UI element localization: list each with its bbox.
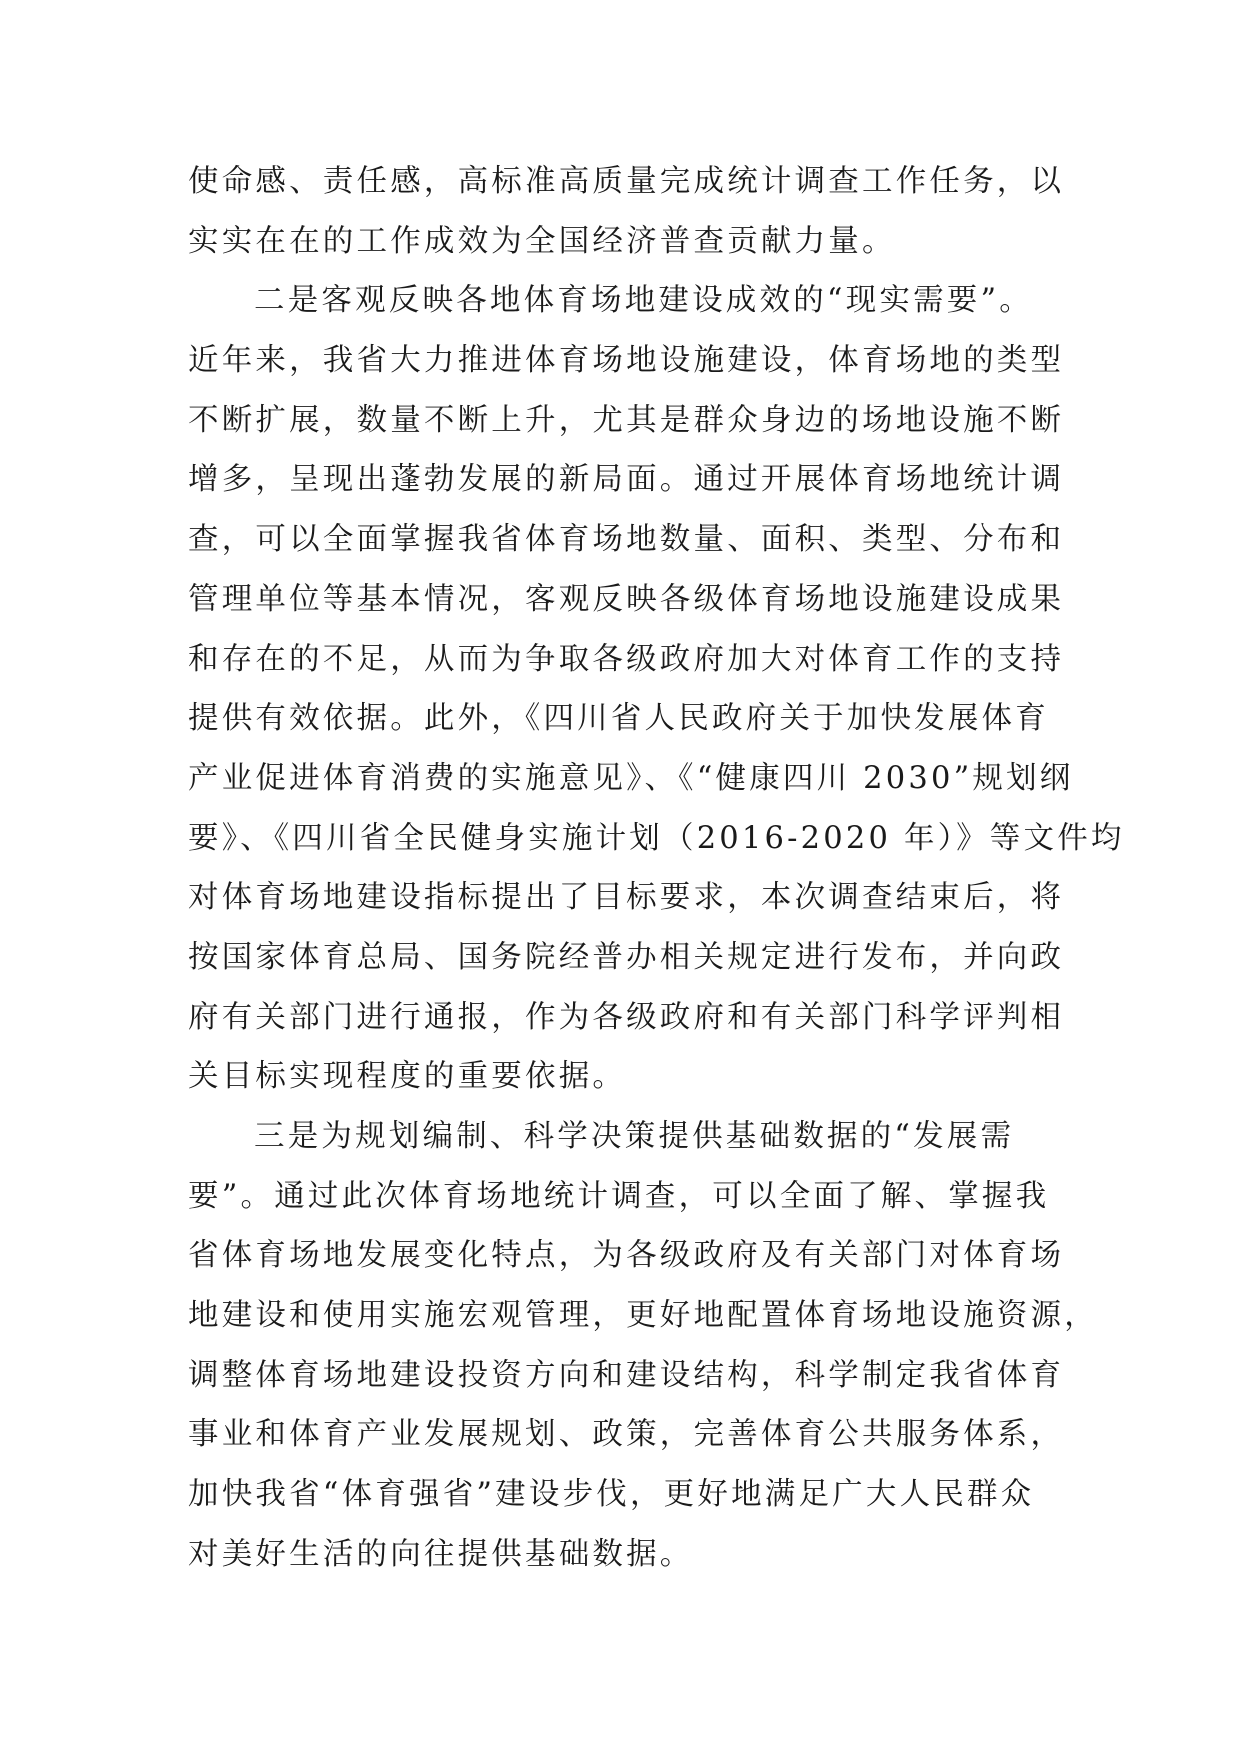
text-line: 产业促进体育消费的实施意见》、《“健康四川 2030”规划纲 (188, 760, 1074, 796)
paragraph-start-line: 三是为规划编制、科学决策提供基础数据的“发展需 (254, 1119, 1015, 1154)
text-line: 管理单位等基本情况，客观反映各级体育场地设施建设成果 (188, 581, 1065, 617)
text-line: 查，可以全面掌握我省体育场地数量、面积、类型、分布和 (188, 522, 1065, 558)
text-line: 实实在在的工作成效为全国经济普查贡献力量。 (188, 223, 896, 259)
body-text (188, 152, 1125, 1585)
text-line: 事业和体育产业发展规划、政策，完善体育公共服务体系， (188, 1417, 1065, 1453)
text-line: 加快我省“体育强省”建设步伐，更好地满足广大人民群众 (188, 1477, 1035, 1513)
text-line: 使命感、责任感，高标准高质量完成统计调查工作任务，以 (188, 164, 1065, 199)
text-line: 提供有效依据。此外，《四川省人民政府关于加快发展体育 (188, 701, 1049, 737)
text-line: 增多，呈现出蓬勃发展的新局面。通过开展体育场地统计调 (188, 462, 1065, 498)
text-line: 按国家体育总局、国务院经普办相关规定进行发布，并向政 (188, 939, 1065, 975)
text-line: 要》、《四川省全民健身实施计划（2016-2020 年）》等文件均 (188, 820, 1125, 856)
text-line: 近年来，我省大力推进体育场地设施建设，体育场地的类型 (188, 343, 1065, 379)
text-line: 不断扩展，数量不断上升，尤其是群众身边的场地设施不断 (188, 402, 1065, 438)
paragraph-start-line: 二是客观反映各地体育场地建设成效的“现实需要”。 (254, 283, 1033, 319)
text-line: 省体育场地发展变化特点，为各级政府及有关部门对体育场 (188, 1238, 1065, 1274)
text-line: 地建设和使用实施宏观管理，更好地配置体育场地设施资源， (188, 1298, 1098, 1334)
text-line: 关目标实现程度的重要依据。 (188, 1059, 627, 1095)
text-line: 和存在的不足，从而为争取各级政府加大对体育工作的支持 (188, 641, 1065, 677)
text-line: 对体育场地建设指标提出了目标要求，本次调查结束后，将 (188, 880, 1065, 916)
text-line: 府有关部门进行通报，作为各级政府和有关部门科学评判相 (188, 999, 1065, 1035)
text-line: 要”。通过此次体育场地统计调查，可以全面了解、掌握我 (188, 1178, 1050, 1214)
text-line: 对美好生活的向往提供基础数据。 (188, 1536, 694, 1572)
text-line: 调整体育场地建设投资方向和建设结构，科学制定我省体育 (188, 1357, 1065, 1393)
